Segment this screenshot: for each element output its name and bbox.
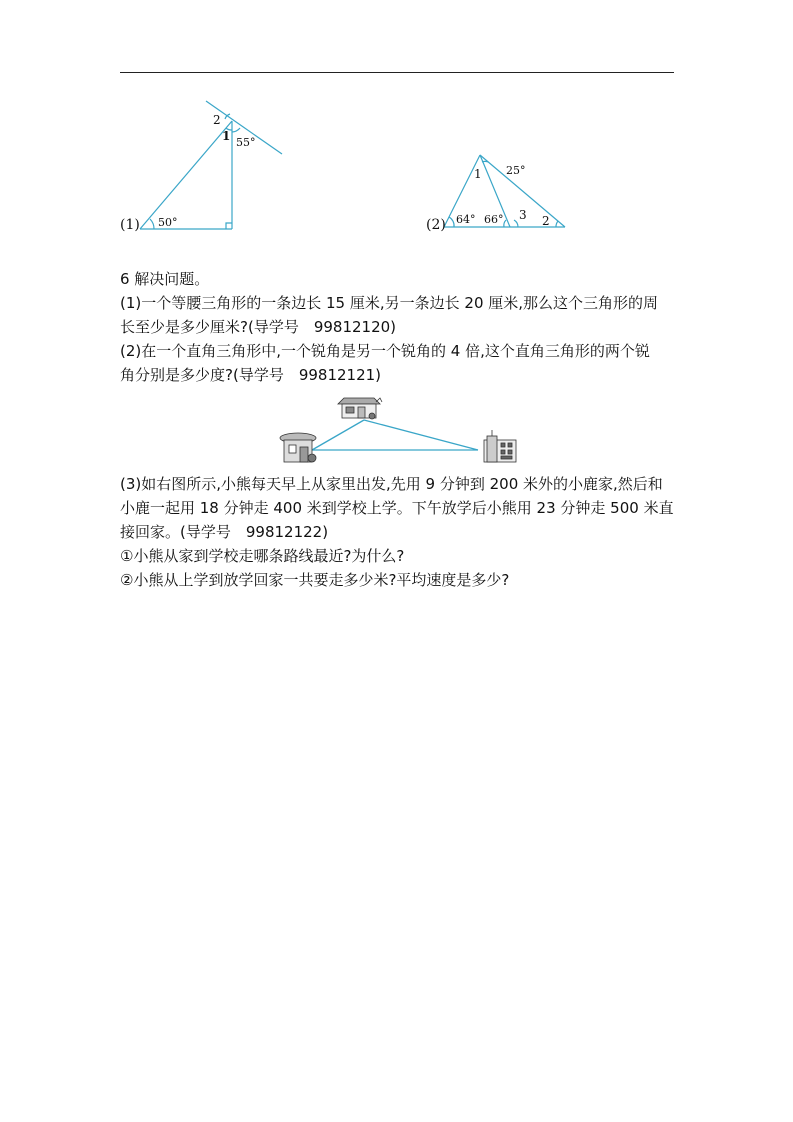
figure-2 [444,150,570,232]
header-rule [120,72,674,73]
fig2-mark-3: 3 [519,208,527,222]
sub-question-2: ②小熊从上学到放学回家一共要走多少米?平均速度是多少? [120,571,510,589]
route-illustration [278,392,520,472]
fig2-angle-25: 25° [506,164,526,177]
question-1-line-1: (1)一个等腰三角形的一条边长 15 厘米,另一条边长 20 厘米,那么这个三角形的周 [120,294,659,312]
figure-2-diagram [444,150,570,232]
figure-2-label: (2) [426,217,446,233]
fig1-mark-2: 2 [213,113,221,127]
section-heading: 6 解决问题。 [120,270,210,288]
fig1-angle-55: 55° [236,136,256,149]
fig1-angle-50: 50° [158,216,178,229]
fig2-mark-2: 2 [542,214,550,228]
question-3-line-2: 小鹿一起用 18 分钟走 400 米到学校上学。下午放学后小熊用 23 分钟走 500 米直 [120,499,674,517]
bear-house-icon [280,433,316,462]
question-2-line-1: (2)在一个直角三角形中,一个锐角是另一个锐角的 4 倍,这个直角三角形的两个锐 [120,342,650,360]
route-diagram [278,392,520,468]
fig2-angle-arc-top [482,161,488,162]
fig2-angle-arc-left [449,217,454,227]
sub-question-1: ①小熊从家到学校走哪条路线最近?为什么? [120,547,405,565]
fig1-angle-arc-base [150,219,154,229]
route-deer-to-school [364,420,478,450]
fig1-mark-1: 1 [222,129,231,143]
fig2-mark-1: 1 [474,167,482,181]
figure-1-diagram [140,98,290,234]
question-3-line-3: 接回家。(导学号 99812122) [120,523,329,541]
fig1-hypotenuse [140,121,232,229]
question-3-line-1: (3)如右图所示,小熊每天早上从家里出发,先用 9 分钟到 200 米外的小鹿家,然后和 [120,475,663,493]
question-1-line-2: 长至少是多少厘米?(导学号 99812120) [120,318,397,336]
fig2-angle-arc-3 [514,220,518,227]
figure-1-label: (1) [120,217,140,233]
fig2-angle-arc-mid [504,220,506,227]
deer-house-icon [338,398,382,419]
fig2-angle-64: 64° [456,213,476,226]
fig1-right-angle-mark [226,223,232,229]
figure-1 [140,98,290,234]
school-building-icon [484,430,516,462]
fig2-angle-arc-2 [556,221,558,227]
route-home-to-deer [312,420,364,450]
question-3-section [120,472,676,592]
fig2-angle-66: 66° [484,213,504,226]
problem-section [120,267,676,387]
question-2-line-2: 角分别是多少度?(导学号 99812121) [120,366,382,384]
fig1-angle-arc-top [232,128,240,132]
